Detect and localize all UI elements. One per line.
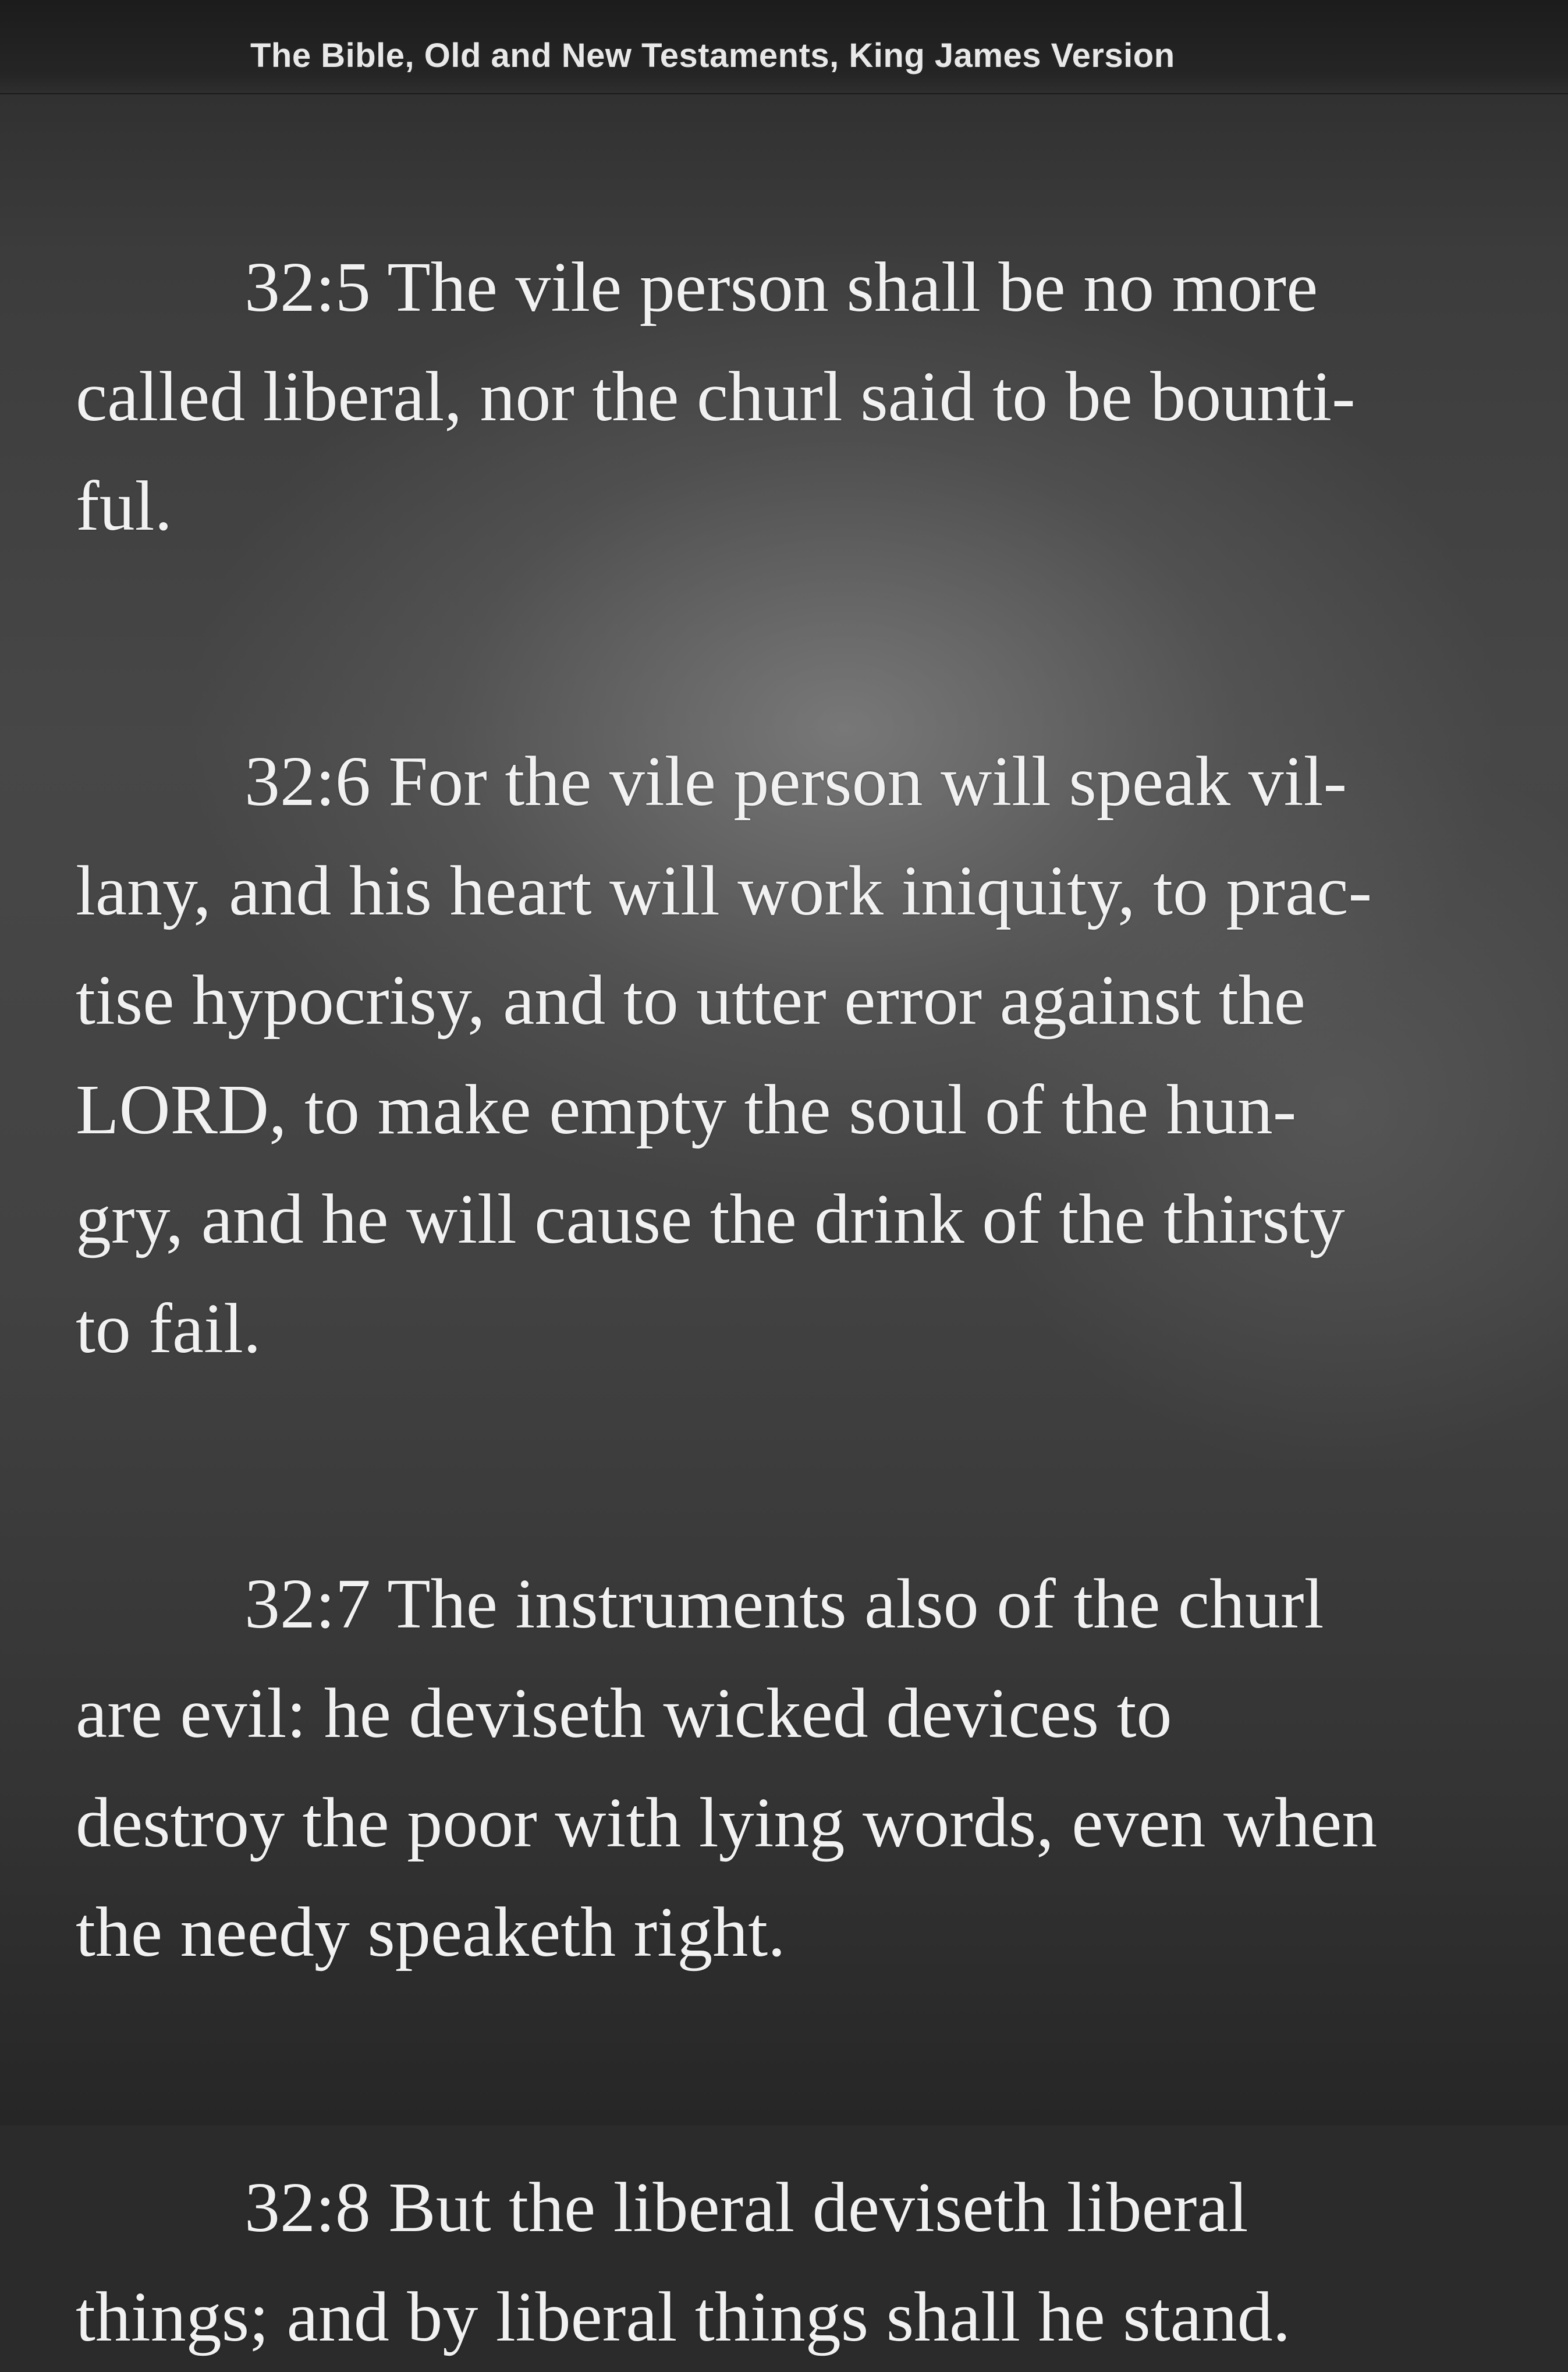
verse-32-6: 32:6 For the vile person will speak vil- lany, and his heart will work iniquity, to prac- tise hypocrisy, and to utter error against the LORD, to make empty the soul of the hun- gry, and he will cause the drink of the thirsty to fail. [76, 742, 1372, 1368]
book-title: The Bible, Old and New Testaments, King James Version [250, 37, 1175, 75]
title-bar [0, 0, 1568, 94]
reading-content[interactable] [76, 233, 1542, 2372]
verse-32-5: 32:5 The vile person shall be no more called liberal, nor the churl said to be bounti- ful. [76, 248, 1356, 545]
verse-32-8: 32:8 But the liberal deviseth liberal things; and by liberal things shall he stand. [76, 2168, 1291, 2356]
verse-32-7: 32:7 The instruments also of the churl are evil: he deviseth wicked devices to destroy the poor with lying words, even when the needy speaketh right. [76, 1565, 1378, 1972]
